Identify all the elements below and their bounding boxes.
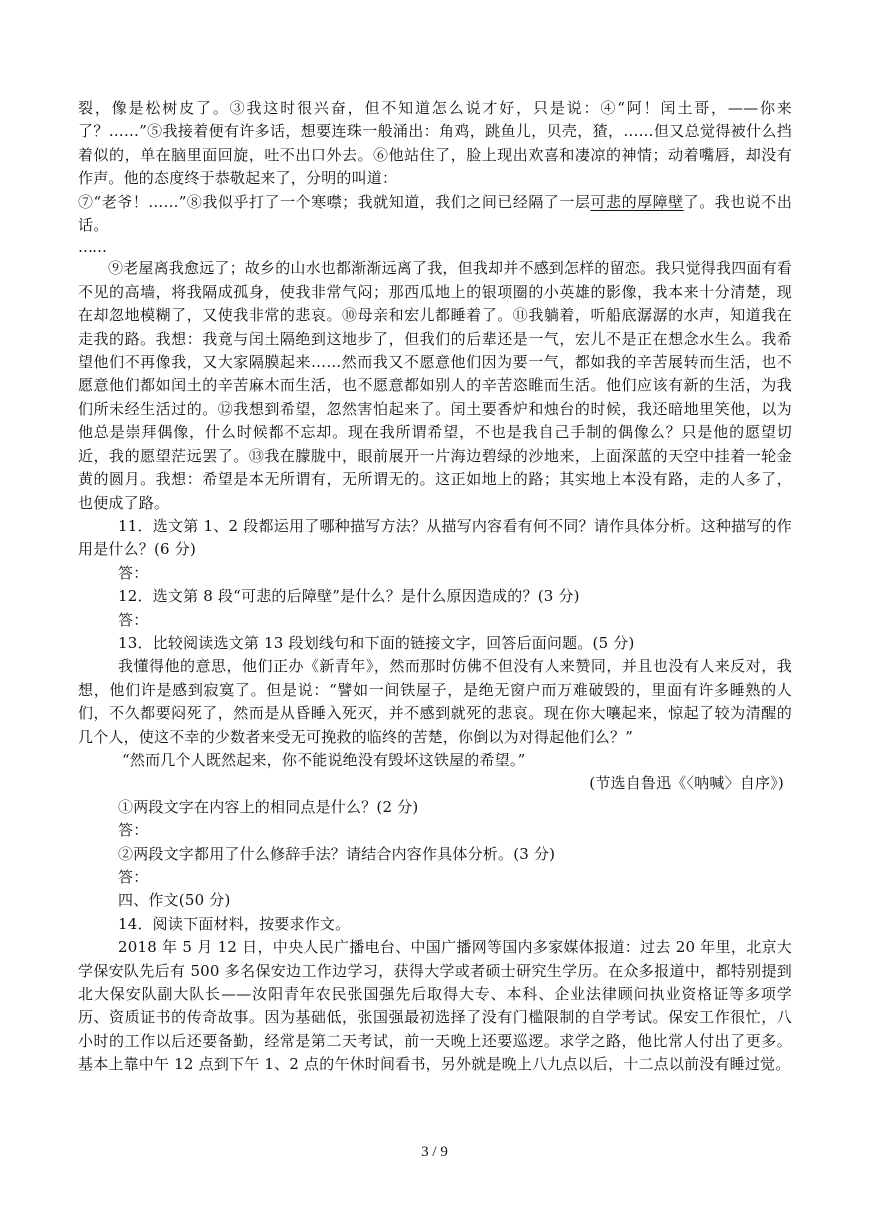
sub-question-2: ②两段文字都用了什么修辞手法？请结合内容作具体分析。(3 分) bbox=[118, 844, 556, 863]
document-page bbox=[78, 97, 792, 1077]
link-text-paragraph-2: “然而几个人既然起来，你不能说绝没有毁坏这铁屋的希望。” bbox=[122, 750, 526, 769]
answer-label-13-1: 答： bbox=[118, 821, 149, 840]
answer-label-13-2: 答： bbox=[118, 868, 149, 886]
paragraph-2-text-before: ⑦“老爷！……”⑧我似乎打了一个寒噤；我就知道，我们之间已经隔了一层 bbox=[78, 192, 591, 211]
page-number: 3 / 9 bbox=[421, 1144, 448, 1160]
answer-label-11: 答： bbox=[118, 563, 149, 582]
section-4-heading: 四、作文(50 分) bbox=[118, 891, 231, 910]
omission-ellipsis: …… bbox=[78, 238, 106, 257]
underlined-phrase: 可悲的厚障壁 bbox=[590, 192, 684, 211]
sub-question-1: ①两段文字在内容上的相同点是什么？(2 分) bbox=[118, 797, 419, 816]
link-text-source: (节选自鲁迅《〈呐喊〉自序》) bbox=[589, 774, 784, 793]
passage-paragraph-1: 裂，像是松树皮了。③我这时很兴奋，但不知道怎么说才好，只是说：④“阿！闰土哥，——你来了？……”⑤我接着便有许多话，想要连珠一般涌出：角鸡，跳鱼儿，贝壳，猹，……但又总觉得被什么挡着似的，单在脑里面回旋，吐不出口外去。⑥他站住了，脸上现出欢喜和凄凉的神情；动着嘴唇，却没有作声。他的态度终于恭敬起来了，分明的叫道： bbox=[78, 99, 792, 188]
essay-material: 2018 年 5 月 12 日，中央人民广播电台、中国广播网等国内多家媒体报道：过去 20 年里，北京大学保安队先后有 500 多名保安边工作边学习，获得大学或者硕士研究生学历。在众多报道中，都特别提到北大保安队副大队长——汝阳青年农民张国强先后取得大专、本科、企业法律顾问执业资格证等多项学历、资质证书的传奇故事。因为基础低，张国强最初选择了没有门槛限制的自学考试。保安工作很忙，八小时的工作以后还要备勤，经常是第二天考试，前一天晚上还要巡逻。求学之路，他比常人付出了更多。基本上靠中午 12 点到下午 1、2 点的午休时间看书，另外就是晚上八九点以后，十二点以前没有睡过觉。 bbox=[78, 938, 792, 1074]
question-13: 13．比较阅读选文第 13 段划线句和下面的链接文字，回答后面问题。(5 分) bbox=[118, 633, 635, 652]
question-14: 14．阅读下面材料，按要求作文。 bbox=[118, 914, 351, 933]
question-11: 11．选文第 1、2 段都运用了哪种描写方法？从描写内容看有何不同？请作具体分析。这种描写的作用是什么？(6 分) bbox=[78, 516, 792, 559]
link-text-paragraph-1: 我懂得他的意思，他们正办《新青年》，然而那时仿佛不但没有人来赞同，并且也没有人来反对，我想，他们许是感到寂寞了。但是说：“譬如一间铁屋子，是绝无窗户而万难破毁的，里面有许多睡熟的人们，不久都要闷死了，然而是从昏睡入死灭，并不感到就死的悲哀。现在你大嚷起来，惊起了较为清醒的几个人，使这不幸的少数者来受无可挽救的临终的苦楚，你倒以为对得起他们么？” bbox=[78, 657, 792, 746]
answer-label-12: 答： bbox=[118, 610, 149, 629]
paragraph-2-text-after: 了。我也说不出话。 bbox=[78, 192, 793, 235]
question-12: 12．选文第 8 段“可悲的后障壁”是什么？是什么原因造成的？(3 分) bbox=[118, 587, 580, 606]
passage-paragraph-2 bbox=[78, 191, 792, 238]
passage-paragraph-3: ⑨老屋离我愈远了；故乡的山水也都渐渐远离了我，但我却并不感到怎样的留恋。我只觉得我四面有看不见的高墙，将我隔成孤身，使我非常气闷；那西瓜地上的银项圈的小英雄的影像，我本来十分清楚，现在却忽地模糊了，又使我非常的悲哀。⑩母亲和宏儿都睡着了。⑪我躺着，听船底潺潺的水声，知道我在走我的路。我想：我竟与闰土隔绝到这地步了，但我们的后辈还是一气，宏儿不是正在想念水生么。我希望他们不再像我，又大家隔膜起来……然而我又不愿意他们因为要一气，都如我的辛苦展转而生活，也不愿意他们都如闰土的辛苦麻木而生活，也不愿意都如别人的辛苦恣睢而生活。他们应该有新的生活，为我们所未经生活过的。⑫我想到希望，忽然害怕起来了。闰土要香炉和烛台的时候，我还暗地里笑他，以为他总是崇拜偶像，什么时候都不忘却。现在我所谓希望，不也是我自己手制的偶像么？只是他的愿望切近，我的愿望茫远罢了。⑬我在朦胧中，眼前展开一片海边碧绿的沙地来，上面深蓝的天空中挂着一轮金黄的圆月。我想：希望是本无所谓有，无所谓无的。这正如地上的路；其实地上本没有路，走的人多了，也便成了路。 bbox=[78, 259, 793, 512]
